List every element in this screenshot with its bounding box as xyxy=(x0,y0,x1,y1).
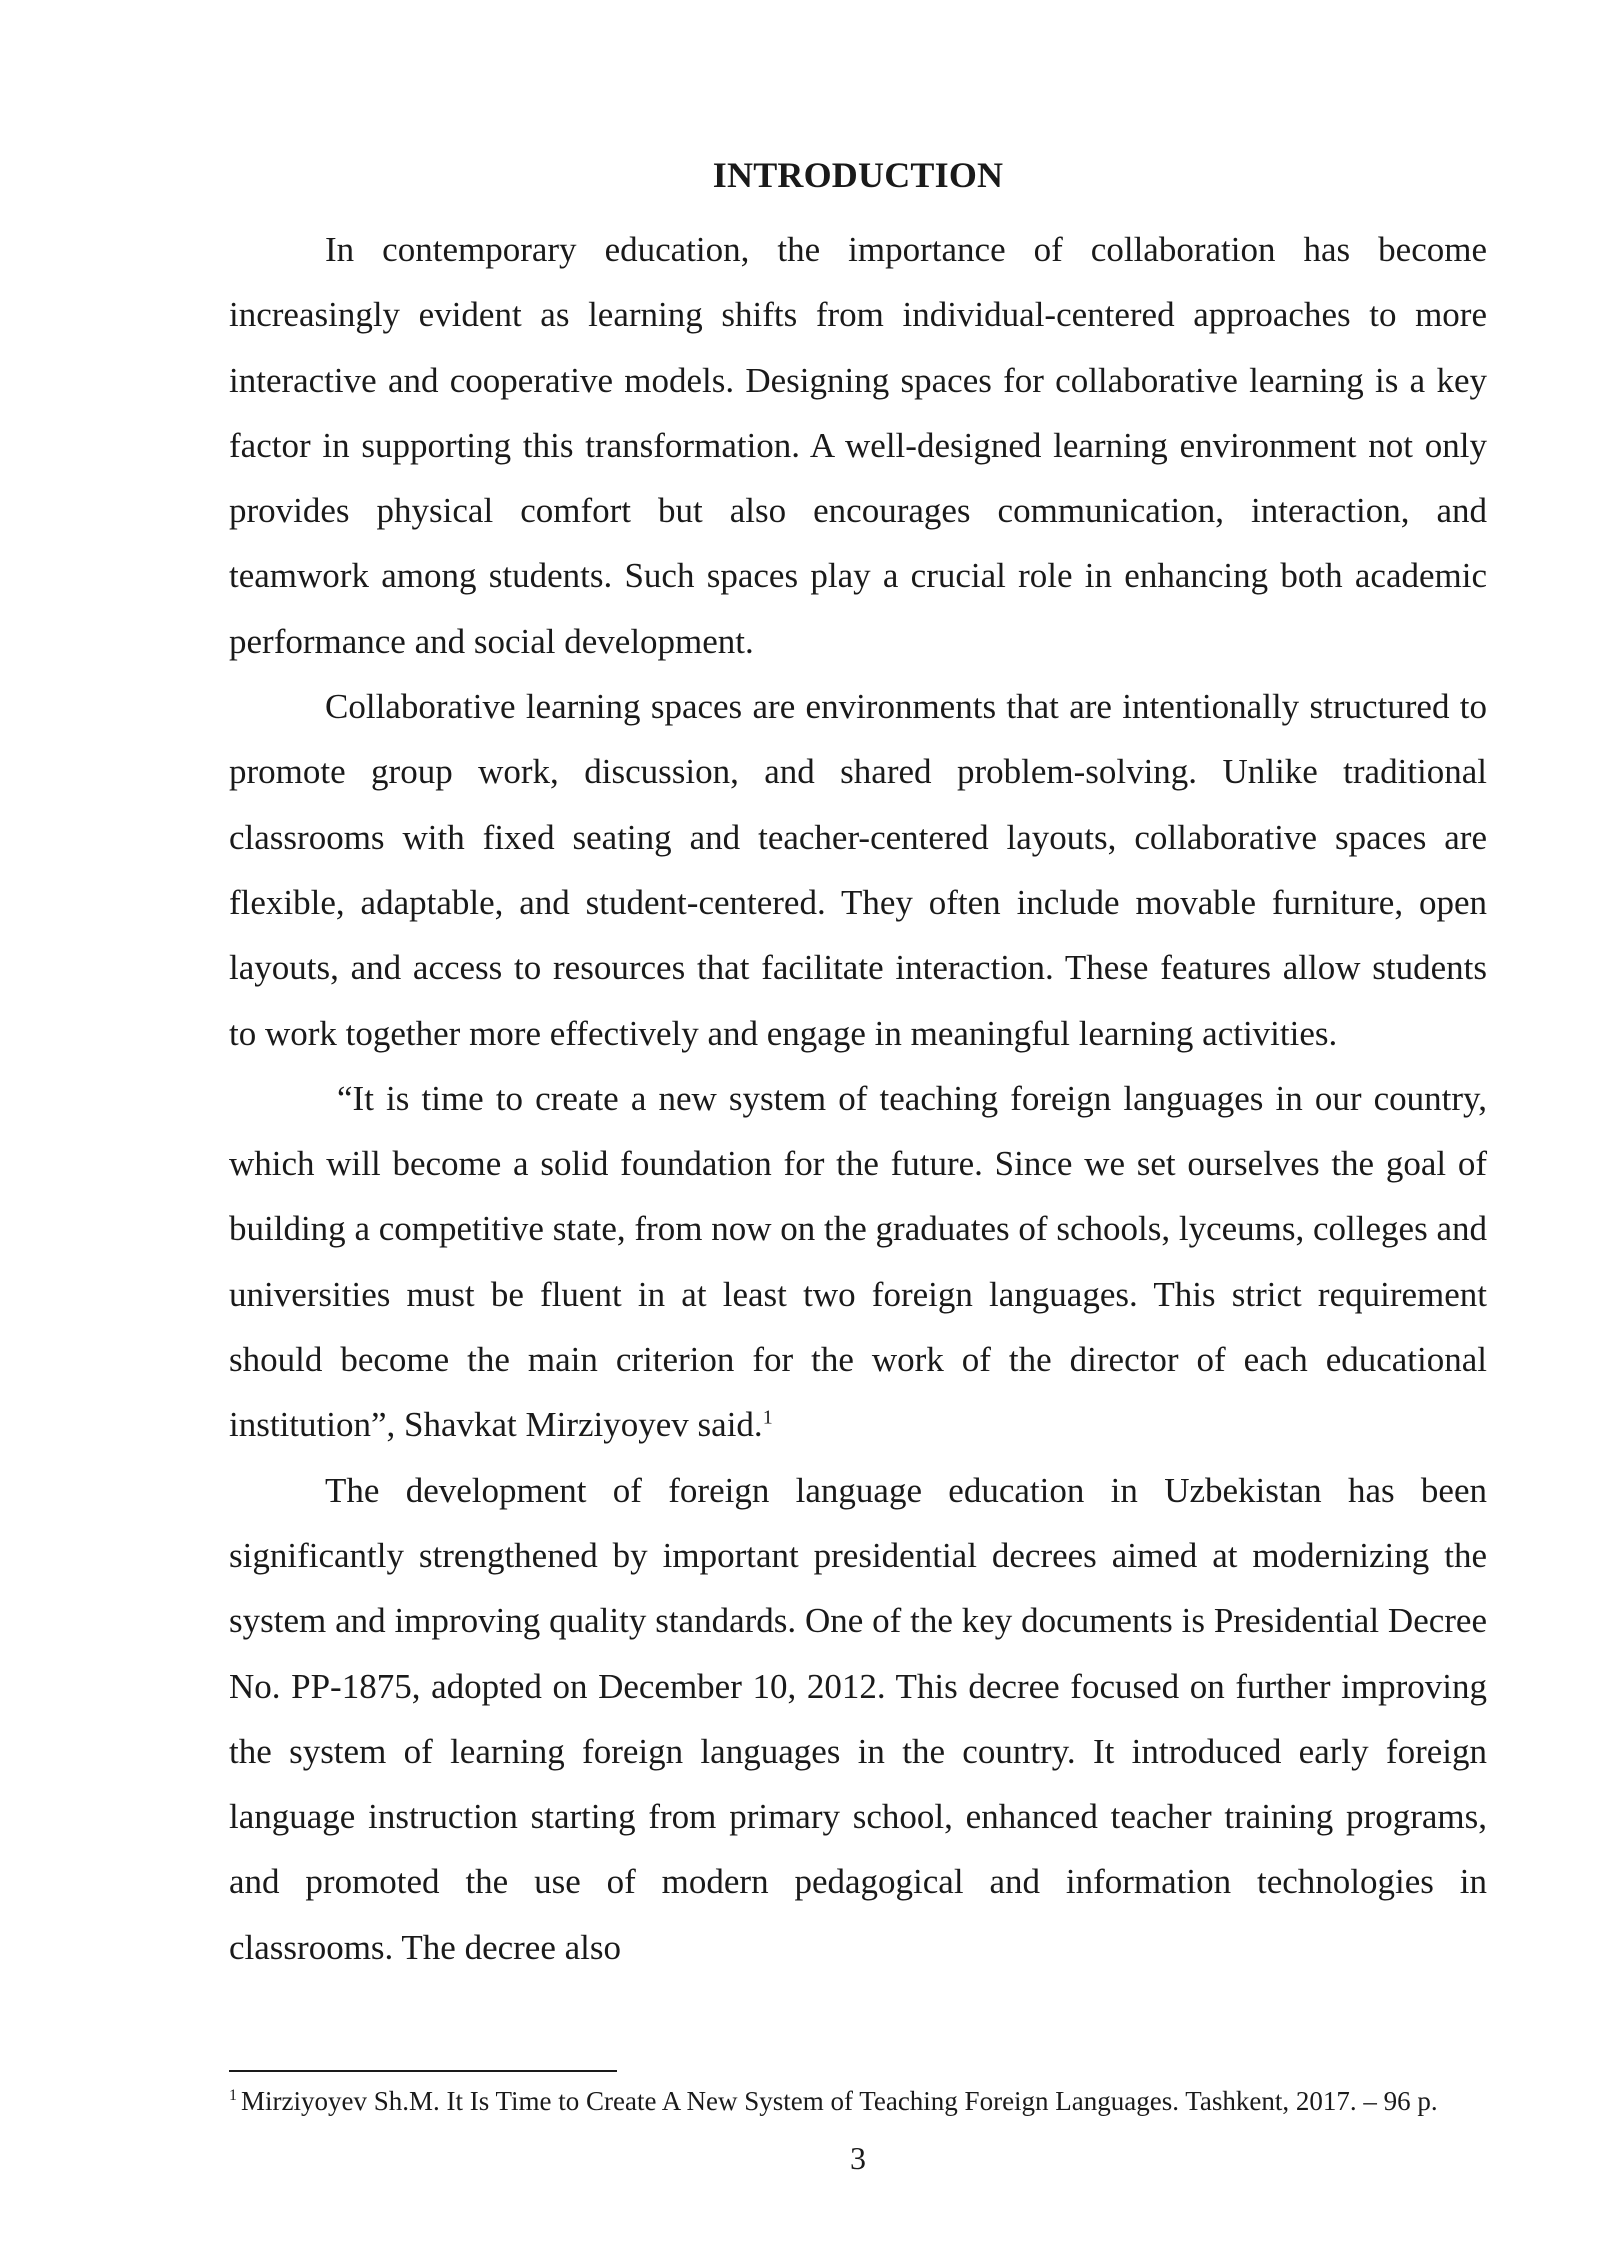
body-text xyxy=(229,217,1487,1980)
footnote-text: Mirziyoyev Sh.M. It Is Time to Create A New System of Teaching Foreign Languages. Tashkent, 2017. – 96 p. xyxy=(241,2086,1438,2116)
paragraph-2: Collaborative learning spaces are environments that are intentionally structured to promote group work, discussion, and shared problem-solving. Unlike traditional classrooms with fixed seating and teacher-centered layouts, collaborative spaces are flexible, adaptable, and student-centered. They often include movable furniture, open layouts, and access to resources that facilitate interaction. These features allow students to work together more effectively and engage in meaningful learning activities. xyxy=(229,687,1487,1053)
page-title: INTRODUCTION xyxy=(712,155,1004,195)
paragraph-4: The development of foreign language education in Uzbekistan has been significantly strengthened by important presidential decrees aimed at modernizing the system and improving quality standards. One of the key documents is Presidential Decree No. PP-1875, adopted on December 10, 2012. This decree focused on further improving the system of learning foreign languages in the country. It introduced early foreign language instruction starting from primary school, enhanced teacher training programs, and promoted the use of modern pedagogical and information technologies in classrooms. The decree also xyxy=(229,1470,1487,1967)
quote-text: “It is time to create a new system of teaching foreign languages in our country, which will become a solid foundation for the future. Since we set ourselves the goal of building a competitive state, from now on the graduates of schools, lyceums, colleges and universities must be fluent in at least two foreign languages. This strict requirement should become the main criterion for the work of the director of each educational institution”, Shavkat Mirziyoyev said. xyxy=(229,1078,1487,1445)
quote-paragraph xyxy=(229,1066,1487,1458)
footnote-reference[interactable]: 1 xyxy=(762,1406,773,1429)
page-number: 3 xyxy=(850,2140,866,2176)
footnote xyxy=(229,2083,1487,2119)
paragraph-1: In contemporary education, the importance of collaboration has become increasingly evident as learning shifts from individual-centered approaches to more interactive and cooperative models. Designing spaces for collaborative learning is a key factor in supporting this transformation. A well-designed learning environment not only provides physical comfort but also encourages communication, interaction, and teamwork among students. Such spaces play a crucial role in enhancing both academic performance and social development. xyxy=(229,230,1487,661)
footnote-separator xyxy=(229,2070,617,2072)
footnote-marker: 1 xyxy=(229,2087,237,2104)
